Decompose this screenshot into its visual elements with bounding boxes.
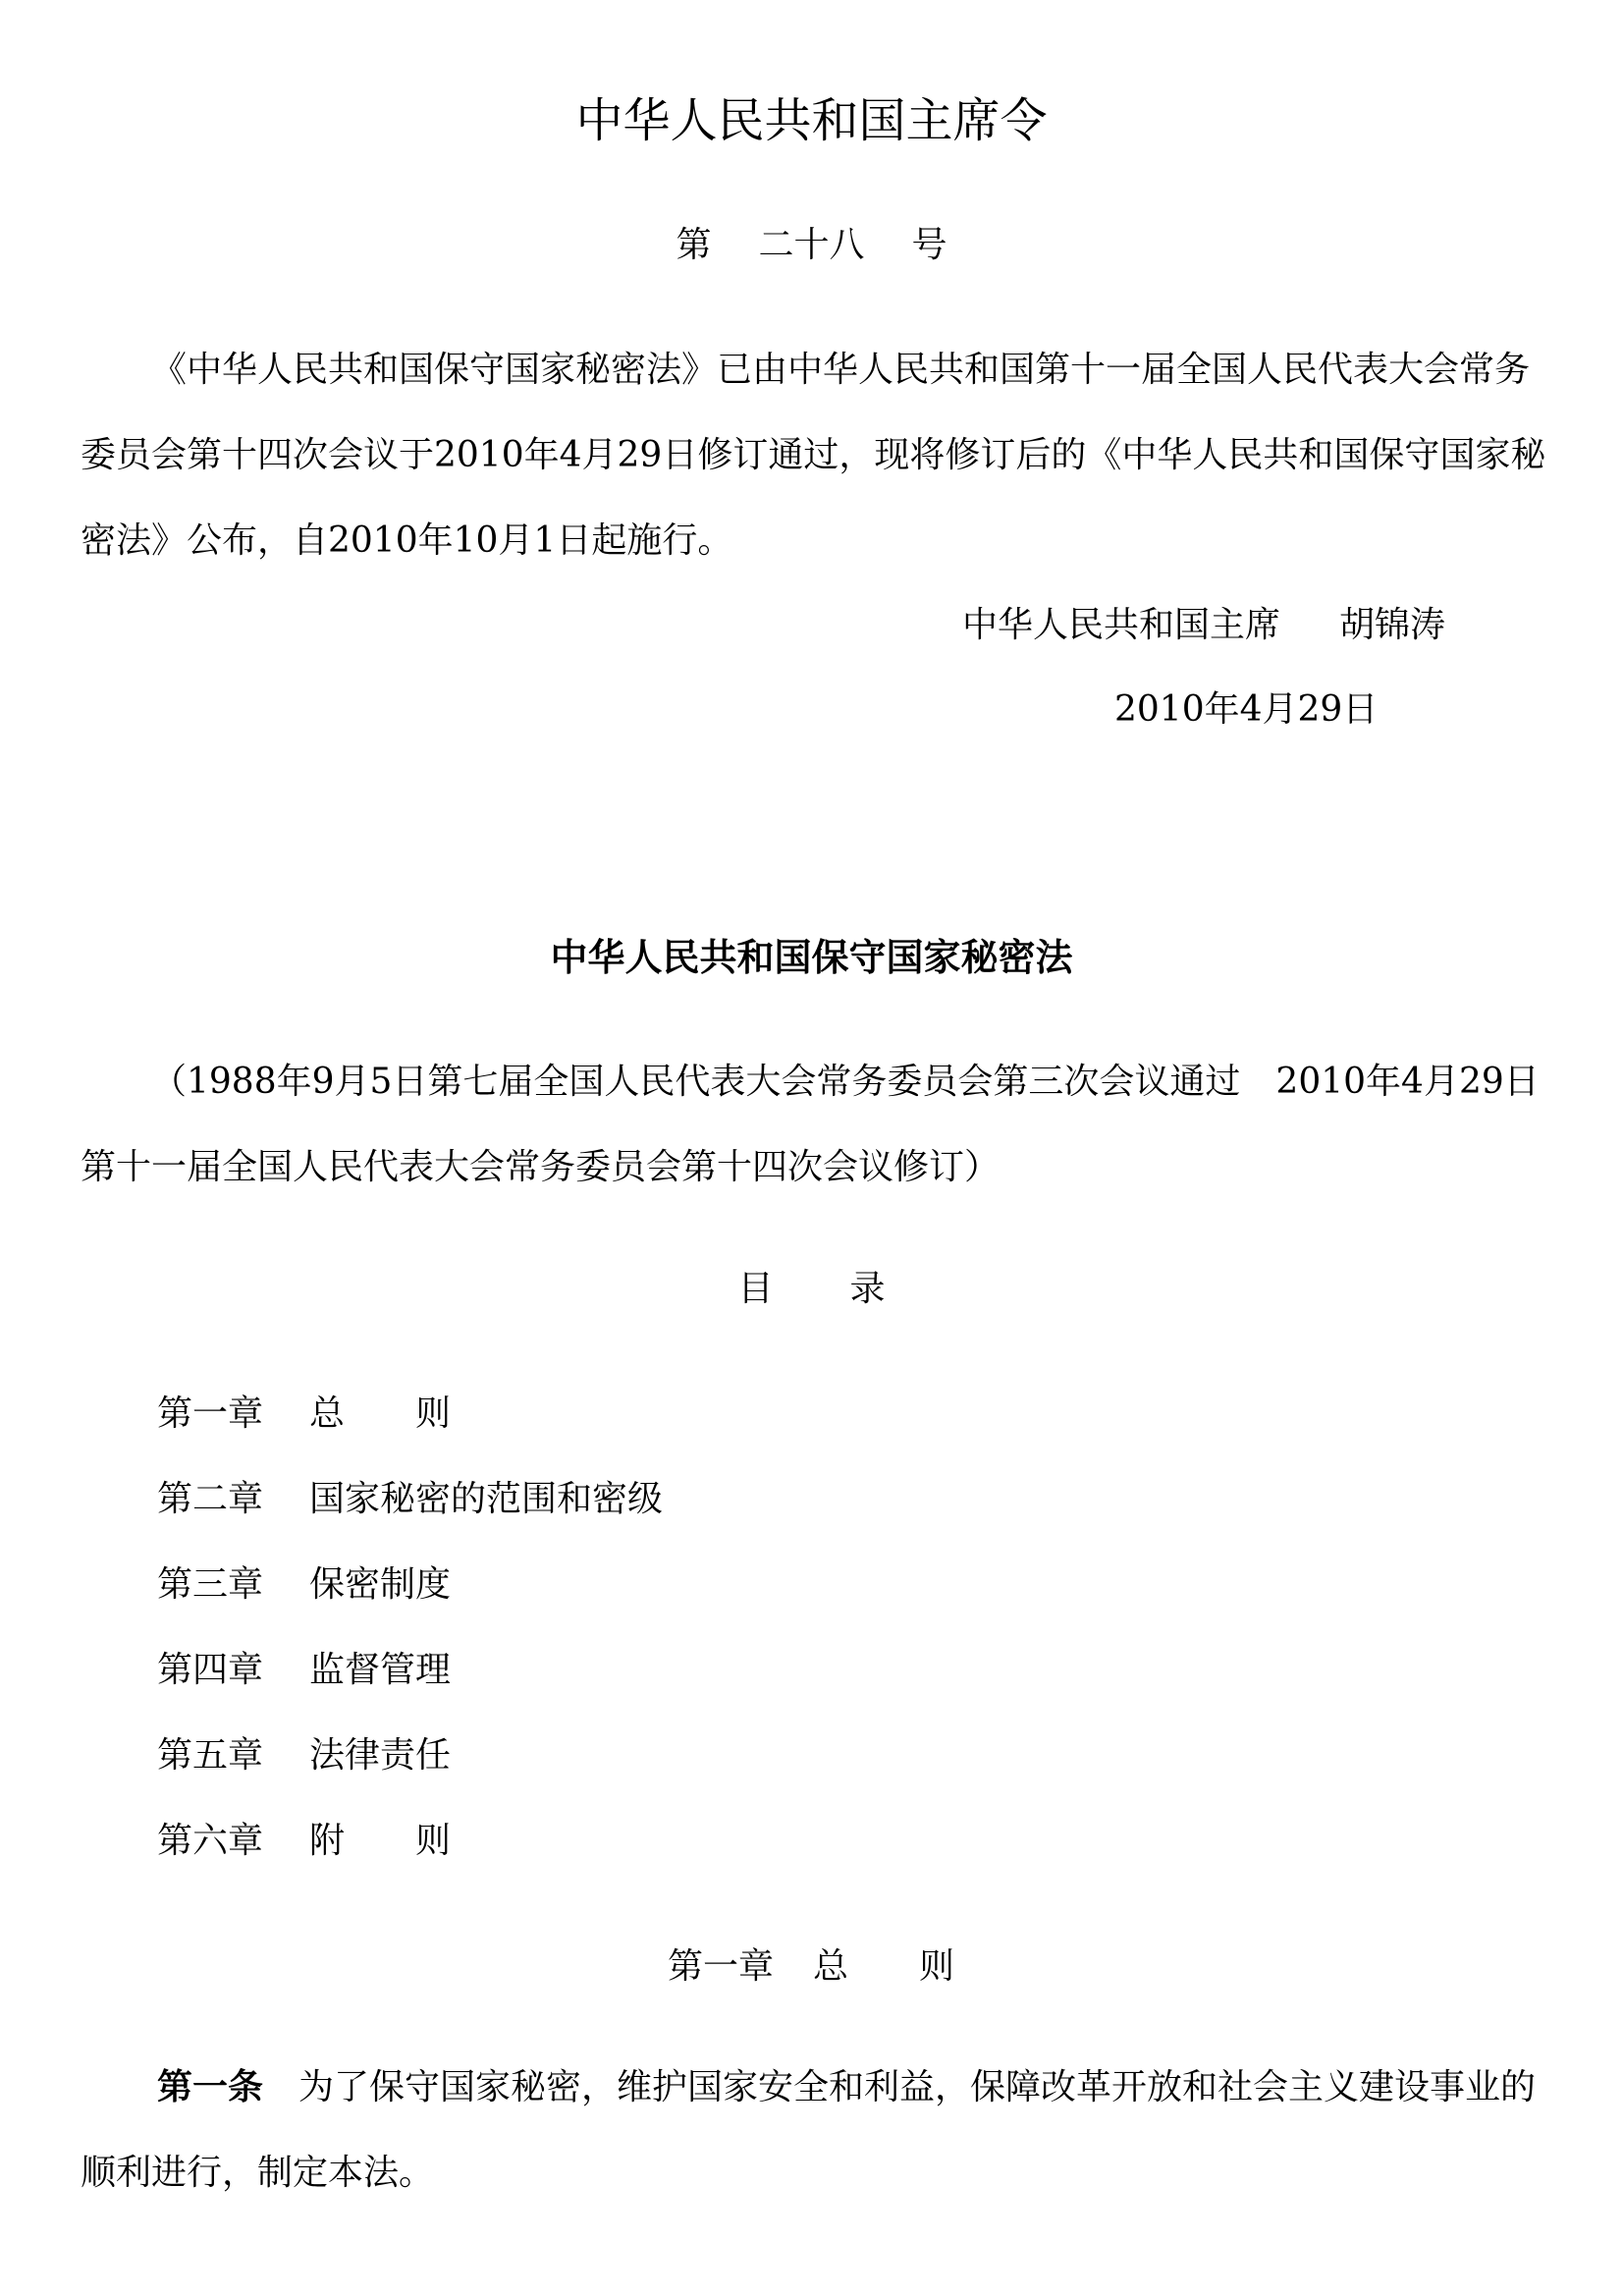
- decree-body: [81, 327, 1563, 583]
- toc-chapter-number: 第六章: [157, 1821, 264, 1861]
- toc-item: [157, 1556, 663, 1641]
- toc-chapter-number: 第一章: [157, 1394, 264, 1434]
- toc-title-part2: 录: [849, 1269, 886, 1309]
- table-of-contents: [157, 1385, 663, 1897]
- toc-item: [157, 1641, 663, 1726]
- toc-title-part1: 目: [737, 1269, 774, 1309]
- toc-chapter-name: 总 则: [309, 1394, 452, 1434]
- toc-item: [157, 1385, 663, 1470]
- toc-chapter-number: 第三章: [157, 1564, 264, 1605]
- decree-date: 2010年4月29日: [1114, 689, 1379, 730]
- decree-number: [0, 216, 1623, 275]
- toc-chapter-name: 监督管理: [309, 1650, 452, 1690]
- signatory-title: 中华人民共和国主席: [962, 605, 1281, 645]
- toc-chapter-number: 第四章: [157, 1650, 264, 1690]
- law-history: [81, 1039, 1563, 1210]
- article-1: [81, 2045, 1563, 2215]
- toc-chapter-name: 保密制度: [309, 1564, 452, 1605]
- law-history-text: （1988年9月5日第七届全国人民代表大会常务委员会第三次会议通过 2010年4月29日第十一届全国人民代表大会常务委员会第十四次会议修订）: [81, 1062, 1540, 1187]
- decree-number-value: 二十八: [758, 225, 865, 265]
- toc-chapter-number: 第二章: [157, 1479, 264, 1519]
- toc-title: [0, 1260, 1623, 1319]
- toc-chapter-name: 附 则: [309, 1821, 452, 1861]
- toc-item: [157, 1812, 663, 1897]
- decree-number-prefix: 第: [676, 225, 712, 265]
- chapter-heading: [668, 1938, 954, 1996]
- law-title: 中华人民共和国保守国家秘密法: [550, 935, 1073, 979]
- toc-chapter-name: 国家秘密的范围和密级: [309, 1479, 664, 1519]
- toc-item: [157, 1470, 663, 1556]
- decree-title: 中华人民共和国主席令: [575, 93, 1048, 148]
- toc-chapter-name: 法律责任: [309, 1735, 452, 1776]
- decree-signature: [962, 596, 1445, 655]
- article-text: 为了保守国家秘密，维护国家安全和利益，保障改革开放和社会主义建设事业的顺利进行，制定本法。: [81, 2067, 1537, 2193]
- signatory-name: 胡锦涛: [1339, 605, 1446, 645]
- decree-number-suffix: 号: [911, 225, 947, 265]
- chapter-heading-number: 第一章: [668, 1946, 775, 1987]
- toc-item: [157, 1726, 663, 1812]
- article-label: 第一条: [157, 2066, 264, 2107]
- chapter-heading-name: 总 则: [813, 1946, 955, 1987]
- decree-body-text: 《中华人民共和国保守国家秘密法》已由中华人民共和国第十一届全国人民代表大会常务委员会第十四次会议于2010年4月29日修订通过，现将修订后的《中华人民共和国保守国家秘密法》公布，自2010年10月1日起施行。: [81, 350, 1546, 561]
- toc-chapter-number: 第五章: [157, 1735, 264, 1776]
